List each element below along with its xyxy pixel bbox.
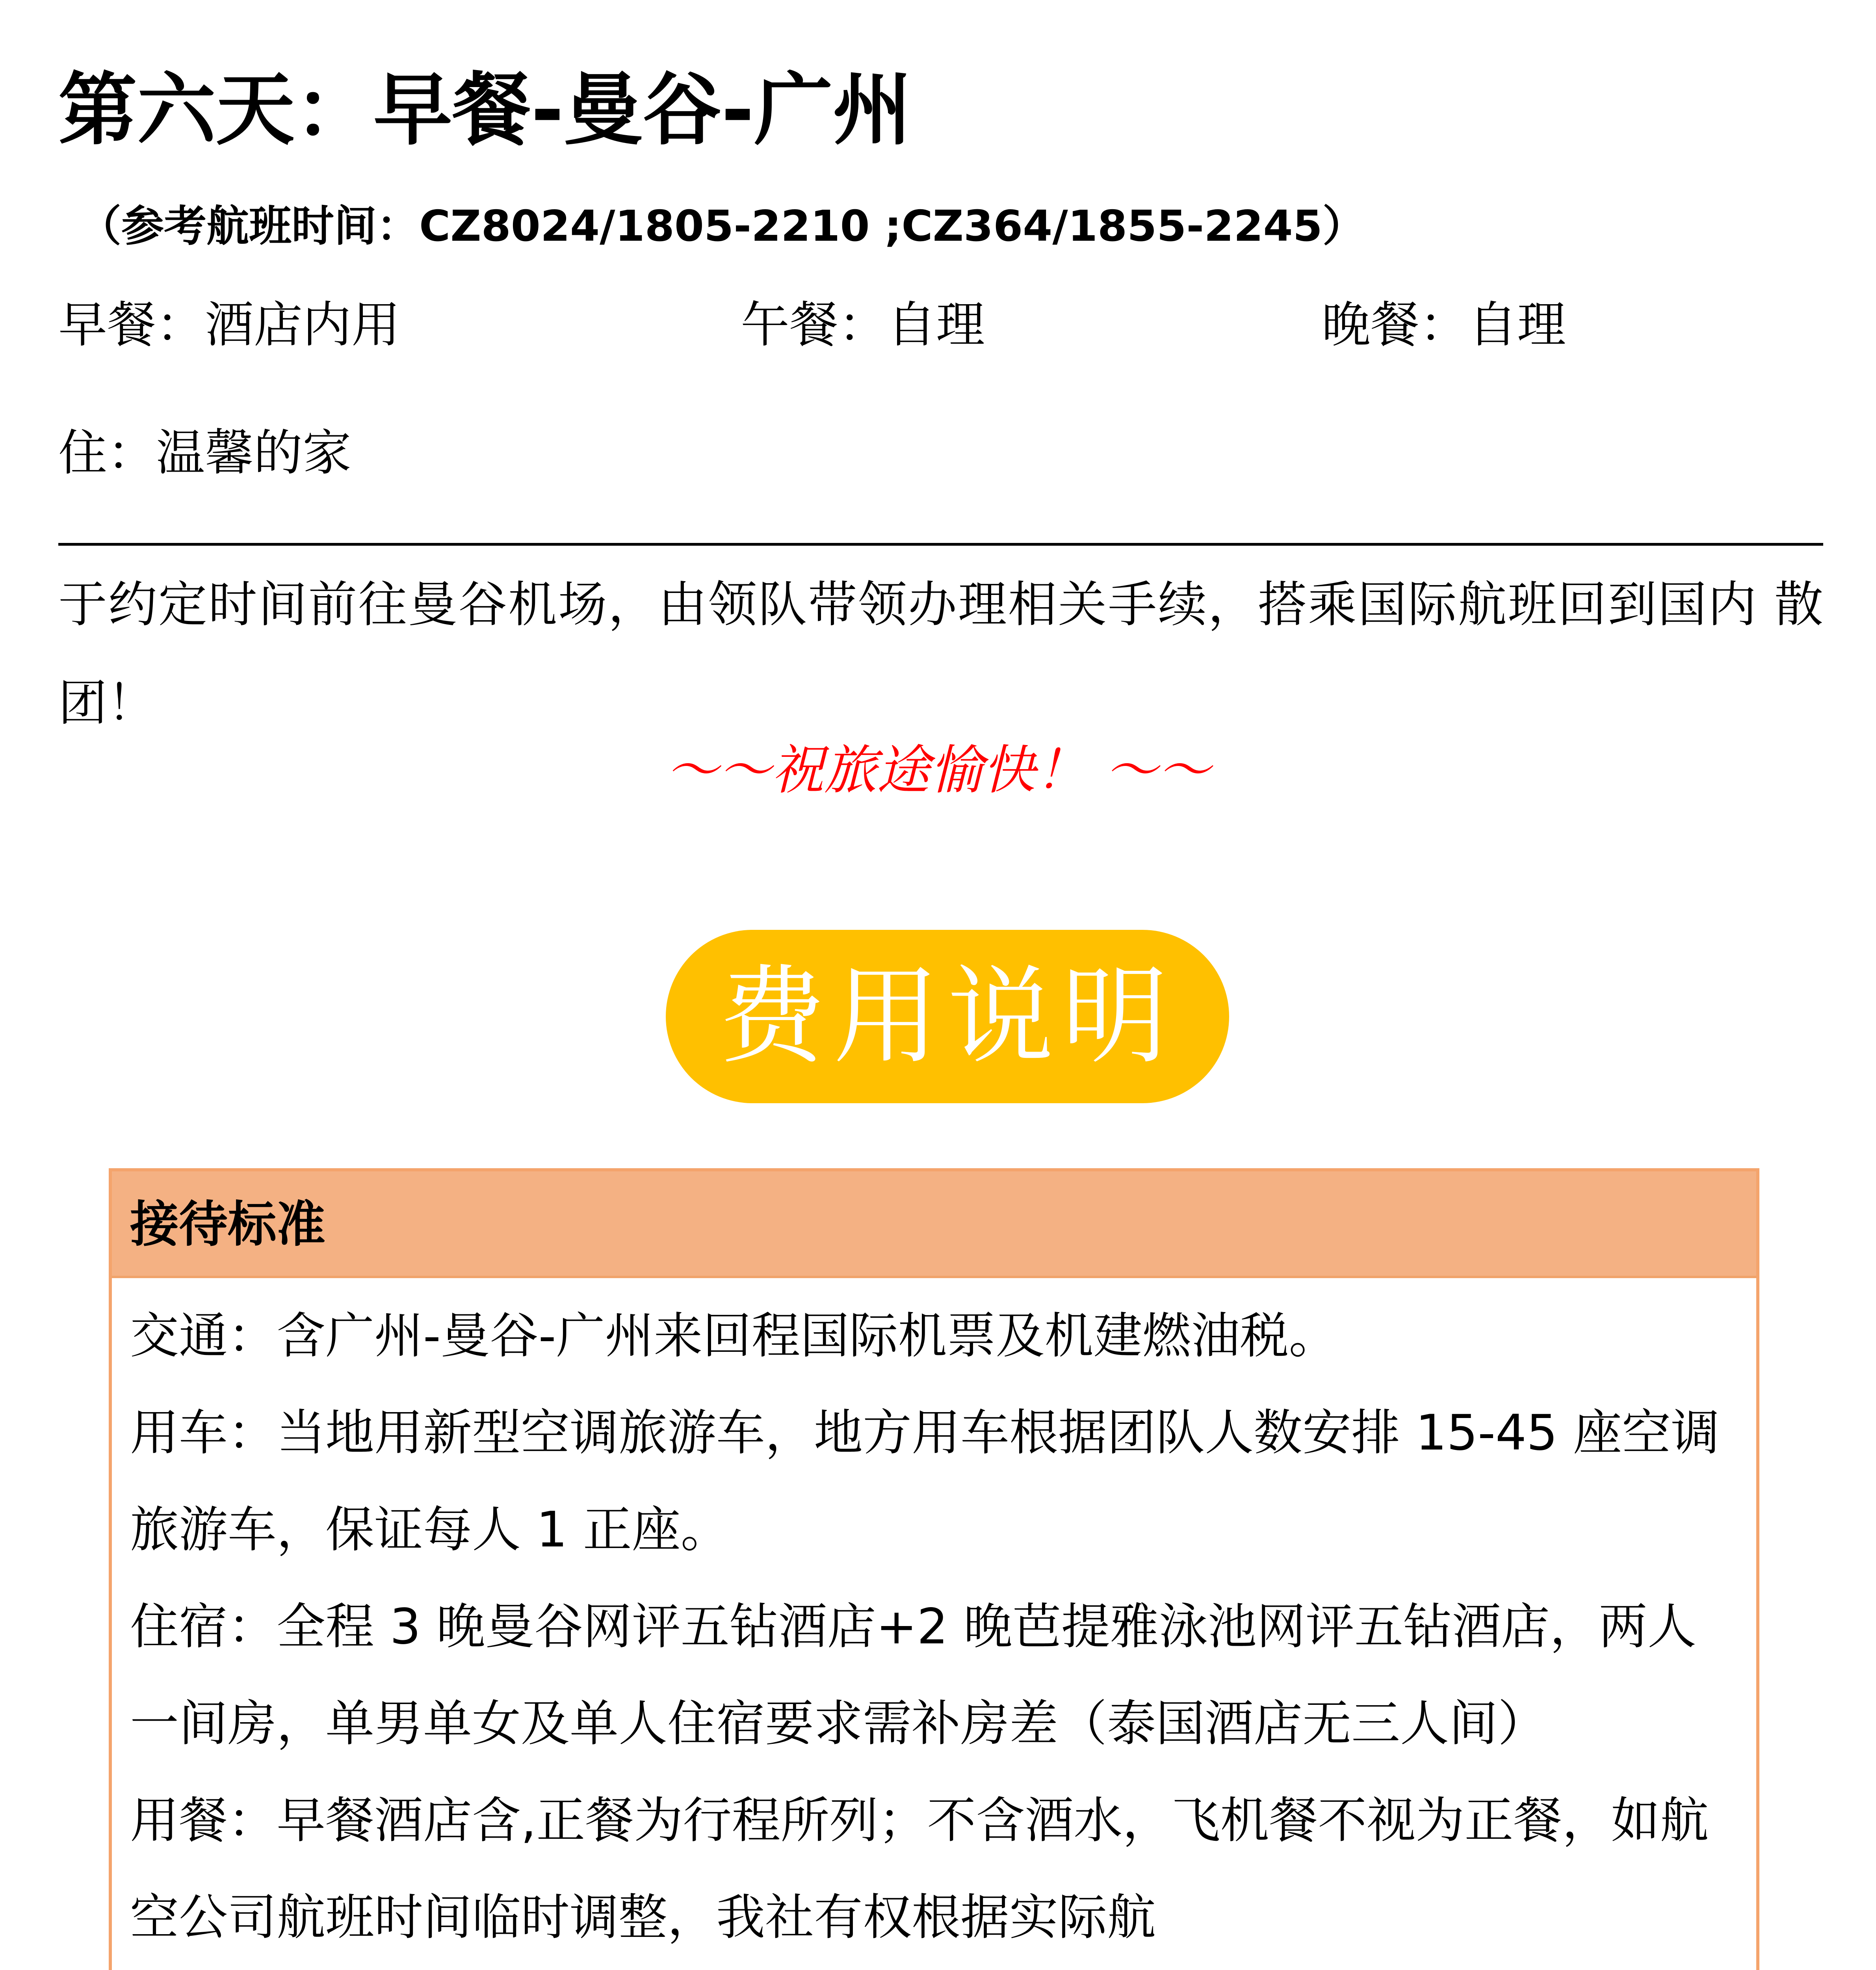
day-description: 于约定时间前往曼谷机场，由领队带领办理相关手续，搭乘国际航班回到国内 散团！: [58, 576, 1823, 732]
reception-line: [130, 1966, 1729, 1970]
reception-header-label: 接待标准: [130, 1196, 326, 1253]
reception-line: 旅游车，保证每人 1 正座。: [130, 1502, 730, 1558]
meal-breakfast: 早餐：酒店内用: [58, 297, 401, 353]
reception-line: 用车：当地用新型空调旅游车，地方用车根据团队人数安排 15-45 座空调: [130, 1405, 1720, 1461]
flight-reference: （参考航班时间：CZ8024/1805-2210 ;CZ364/1855-2245）: [79, 202, 1365, 251]
fee-section-badge: [666, 930, 1229, 1103]
fee-section-title: 费用说明: [719, 954, 1176, 1078]
meal-dinner: 晚餐：自理: [1322, 297, 1566, 353]
reception-line: 交通：含广州-曼谷-广州来回程国际机票及机建燃油税。: [130, 1308, 1338, 1364]
day-title: 第六天：早餐-曼谷-广州: [58, 64, 912, 156]
reception-line: 一间房，单男单女及单人住宿要求需补房差（泰国酒店无三人间）: [130, 1695, 1547, 1752]
reception-line: 空公司航班时间临时调整，我社有权根据实际航: [130, 1889, 1156, 1946]
reception-body: [130, 1288, 1729, 1970]
accommodation: 住：温馨的家: [58, 425, 352, 481]
travel-wish: ～～祝旅途愉快！ ～～: [665, 740, 1211, 801]
divider: [58, 543, 1823, 546]
meal-lunch: 午餐：自理: [741, 297, 985, 353]
reception-header: [112, 1171, 1756, 1278]
reception-line: 住宿：全程 3 晚曼谷网评五钻酒店+2 晚芭提雅泳池网评五钻酒店，两人: [130, 1598, 1696, 1655]
reception-line: 用餐：早餐酒店含,正餐为行程所列；不含酒水，飞机餐不视为正餐，如航: [130, 1792, 1709, 1849]
reception-standards-table: [109, 1168, 1759, 1970]
